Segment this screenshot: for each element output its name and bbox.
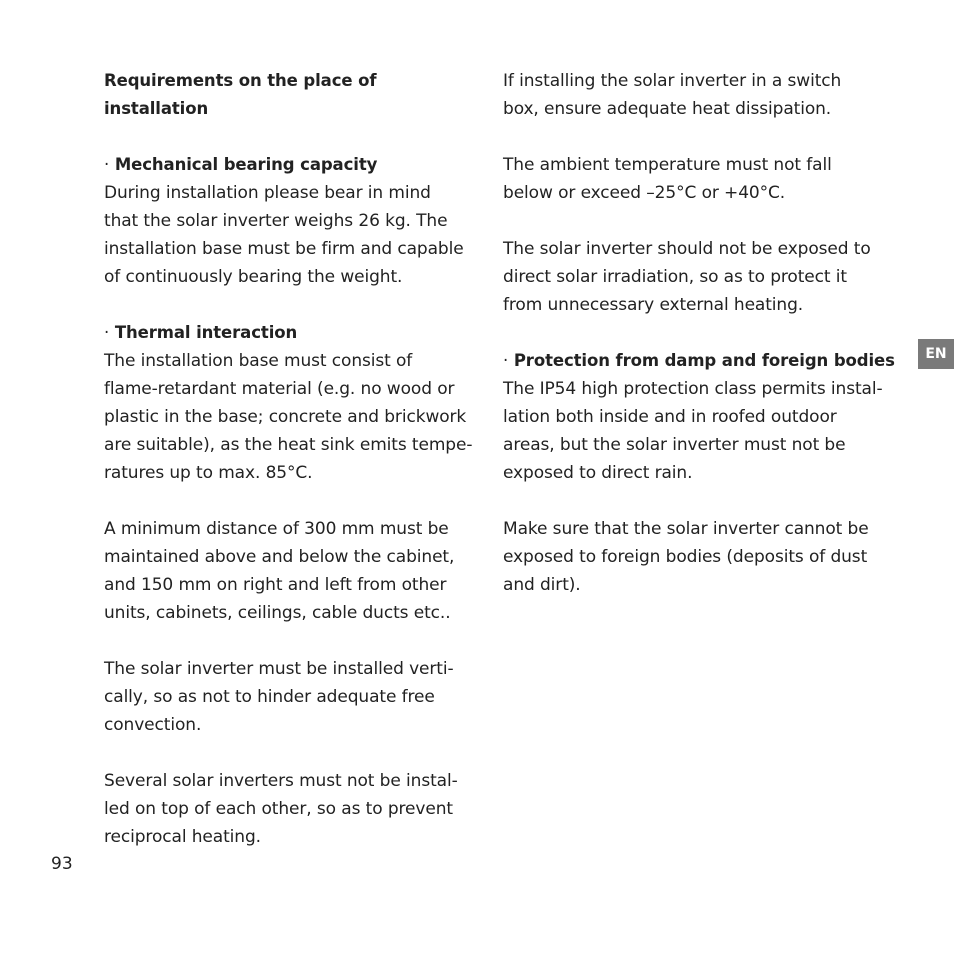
paragraph: The installation base must consist of flame-retardant material (e.g. no wood or plastic in the base; concrete and brickwork are suitable), as the heat sink emits tempe- ratures up to max. 85°C. <box>104 351 473 483</box>
paragraph: The IP54 high protection class permits instal- lation both inside and in roofed outdoor areas, but the solar inverter must not be exposed to direct rain. <box>503 379 883 483</box>
subheading-mechanical <box>104 151 484 179</box>
paragraph: The ambient temperature must not fall below or exceed –25°C or +40°C. <box>503 155 832 203</box>
subheading-mechanical-title: Mechanical bearing capacity <box>114 155 378 174</box>
page-number: 93 <box>51 854 73 874</box>
right-column <box>503 67 898 599</box>
bullet: · <box>104 155 110 174</box>
paragraph: If installing the solar inverter in a switch box, ensure adequate heat dissipation. <box>503 71 842 119</box>
paragraph: Several solar inverters must not be instal- led on top of each other, so as to prevent reciprocal heating. <box>104 771 458 847</box>
bullet: · <box>104 323 110 342</box>
language-tab: EN <box>918 339 954 369</box>
left-column <box>104 67 484 851</box>
subheading-thermal-title: Thermal interaction <box>114 323 298 342</box>
paragraph: The solar inverter should not be exposed to direct solar irradiation, so as to protect it from unnecessary external heating. <box>503 239 871 315</box>
subheading-protection <box>503 347 898 375</box>
bullet: · <box>503 351 509 370</box>
subheading-thermal <box>104 319 484 347</box>
paragraph: A minimum distance of 300 mm must be maintained above and below the cabinet, and 150 mm on right and left from other units, cabinets, ceilings, cable ducts etc.. <box>104 519 455 623</box>
subheading-protection-title: Protection from damp and foreign bodies <box>513 351 895 370</box>
paragraph: During installation please bear in mind that the solar inverter weighs 26 kg. The installation base must be firm and capable of continuously bearing the weight. <box>104 183 464 287</box>
paragraph: Make sure that the solar inverter cannot be exposed to foreign bodies (deposits of dust and dirt). <box>503 519 869 595</box>
section-heading: Requirements on the place of installation <box>104 71 377 118</box>
paragraph: The solar inverter must be installed verti- cally, so as not to hinder adequate free convection. <box>104 659 454 735</box>
